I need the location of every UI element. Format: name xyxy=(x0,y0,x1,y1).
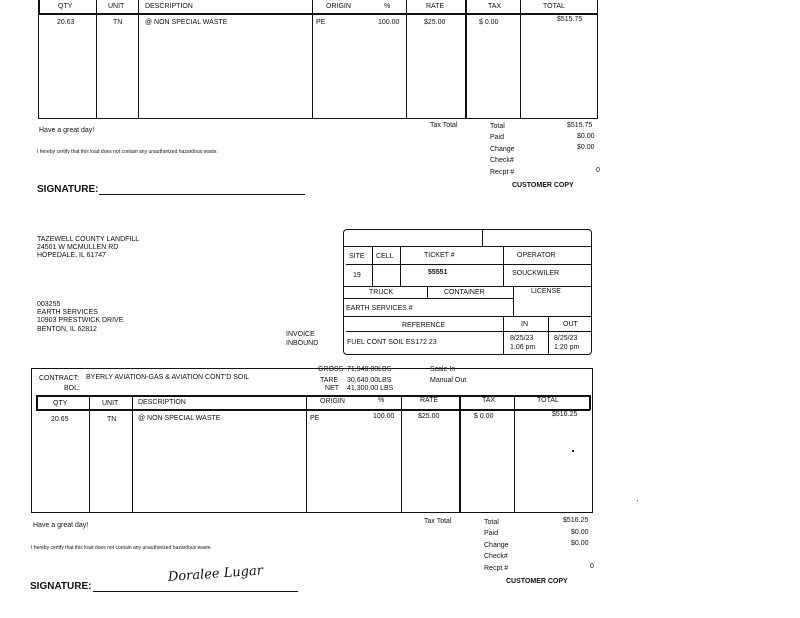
row-tax: $ 0.00 xyxy=(479,19,499,26)
col-pct-header: % xyxy=(378,397,385,404)
tare-note: Manual Out xyxy=(430,377,467,384)
in-time: 1:06 pm xyxy=(510,344,536,351)
cell-label: CELL xyxy=(376,253,394,260)
contract-label: CONTRACT: xyxy=(39,375,80,382)
col-qty-header: QTY xyxy=(53,400,68,407)
customer-name: EARTH SERVICES xyxy=(37,309,98,316)
row-rate: $25.00 xyxy=(418,413,440,420)
net-label: NET xyxy=(325,385,339,392)
row-tax: $ 0.00 xyxy=(474,413,494,420)
signature-label: SIGNATURE: xyxy=(37,184,99,195)
col-unit-header: UNIT xyxy=(102,400,119,407)
row-total: $516.25 xyxy=(552,411,578,418)
customer-addr2: BENTON, IL 62812 xyxy=(37,326,97,333)
row-origin: PE xyxy=(316,19,326,26)
license-label: LICENSE xyxy=(531,288,561,295)
row-qty: 20.63 xyxy=(57,19,75,26)
gross-label: GROSS xyxy=(318,366,344,373)
tax-total-label: Tax Total xyxy=(430,122,458,129)
ticket-number-value: 55551 xyxy=(428,269,448,276)
check-label: Check# xyxy=(490,157,514,164)
out-time: 1:20 pm xyxy=(554,344,580,351)
site-label: SITE xyxy=(349,253,365,260)
paid-label: Paid xyxy=(484,530,499,537)
row-qty: 20.65 xyxy=(51,416,69,423)
customer-copy-label: CUSTOMER COPY xyxy=(512,182,574,189)
container-label: CONTAINER xyxy=(444,289,485,296)
col-description-header: DESCRIPTION xyxy=(138,399,186,406)
bol-label: BOL: xyxy=(64,385,80,392)
net-value: 41,300.00 LBS xyxy=(347,385,394,392)
scan-speck xyxy=(572,450,574,452)
row-total: $515.75 xyxy=(557,16,583,23)
change-value: $0.00 xyxy=(577,144,595,151)
handwritten-signature: Doralee Lugar xyxy=(167,563,264,585)
out-date: 8/25/23 xyxy=(554,335,578,342)
change-label: Change xyxy=(490,146,515,153)
recpt-value: 0 xyxy=(596,167,600,174)
total-value: $515.75 xyxy=(567,122,593,129)
truck-value: EARTH SERVICES # xyxy=(346,305,413,312)
col-total-header: TOTAL xyxy=(543,3,565,10)
col-total-header: TOTAL xyxy=(537,397,559,404)
tax-total-label: Tax Total xyxy=(424,518,452,525)
col-rate-header: RATE xyxy=(426,3,445,10)
facility-name: TAZEWELL COUNTY LANDFILL xyxy=(37,236,140,243)
paid-label: Paid xyxy=(490,134,505,141)
row-description: @ NON SPECIAL WASTE xyxy=(145,19,228,26)
row-pct: 100.00 xyxy=(378,19,400,26)
customer-addr1: 10903 PRESTWICK DRIVE xyxy=(37,317,124,324)
recpt-value: 0 xyxy=(590,563,594,570)
gross-value: 71,940.00LBS xyxy=(347,366,392,373)
recpt-label: Recpt # xyxy=(490,169,515,176)
row-unit: TN xyxy=(113,19,123,26)
customer-copy-label: CUSTOMER COPY xyxy=(506,578,568,585)
truck-label: TRUCK xyxy=(369,289,394,296)
row-origin: PE xyxy=(310,415,320,422)
greeting: Have a great day! xyxy=(39,127,95,134)
site-value: 19 xyxy=(353,272,361,279)
row-unit: TN xyxy=(107,416,117,423)
col-unit-header: UNIT xyxy=(108,3,125,10)
paid-value: $0.00 xyxy=(577,133,595,140)
col-tax-header: TAX xyxy=(482,397,496,404)
change-label: Change xyxy=(484,542,509,549)
total-label: Total xyxy=(484,519,499,526)
col-tax-header: TAX xyxy=(488,3,502,10)
in-date: 8/25/23 xyxy=(510,335,534,342)
col-description-header: DESCRIPTION xyxy=(145,3,193,10)
change-value: $0.00 xyxy=(571,540,589,547)
col-rate-header: RATE xyxy=(420,397,439,404)
col-origin-header: ORIGIN xyxy=(326,3,351,10)
col-pct-header: % xyxy=(384,3,391,10)
operator-value: SOUCKWILER xyxy=(512,270,560,277)
signature-line xyxy=(99,194,305,195)
out-label: OUT xyxy=(563,321,578,328)
invoice-label: INVOICE xyxy=(286,331,315,338)
scan-speck xyxy=(637,500,638,501)
certify-statement: I hereby certify that this load does not contain any unauthorized hazardous waste. xyxy=(37,149,218,155)
total-label: Total xyxy=(490,123,505,130)
inbound-label: INBOUND xyxy=(286,340,319,347)
signature-label: SIGNATURE: xyxy=(30,581,92,592)
facility-addr1: 24501 W MCMULLEN RD xyxy=(37,244,119,251)
total-value: $516.25 xyxy=(563,517,589,524)
tare-value: 30,640.00LBS xyxy=(347,377,392,384)
signature-line xyxy=(93,591,298,592)
in-label: IN xyxy=(521,321,528,328)
greeting: Have a great day! xyxy=(33,522,89,529)
row-rate: $25.00 xyxy=(424,19,446,26)
gross-note: Scale In xyxy=(430,366,456,373)
recpt-label: Recpt # xyxy=(484,565,509,572)
reference-label: REFERENCE xyxy=(402,322,446,329)
check-label: Check# xyxy=(484,553,508,560)
customer-id: 003255 xyxy=(37,301,61,308)
row-pct: 100.00 xyxy=(373,413,395,420)
operator-label: OPERATOR xyxy=(517,252,556,259)
reference-value: FUEL CONT SOIL ES172 23 xyxy=(347,339,437,346)
col-qty-header: QTY xyxy=(58,3,73,10)
tare-label: TARE xyxy=(320,377,339,384)
certify-statement: I hereby certify that this load does not contain any unauthorized hazardous waste. xyxy=(31,545,212,551)
contract-value: BYERLY AVIATION-GAS & AVIATION CONT'D SOIL xyxy=(86,374,250,381)
facility-addr2: HOPEDALE, IL 61747 xyxy=(37,252,107,259)
col-origin-header: ORIGIN xyxy=(320,398,345,405)
row-description: @ NON SPECIAL WASTE xyxy=(138,415,221,422)
paid-value: $0.00 xyxy=(571,529,589,536)
ticket-number-label: TICKET # xyxy=(424,252,455,259)
